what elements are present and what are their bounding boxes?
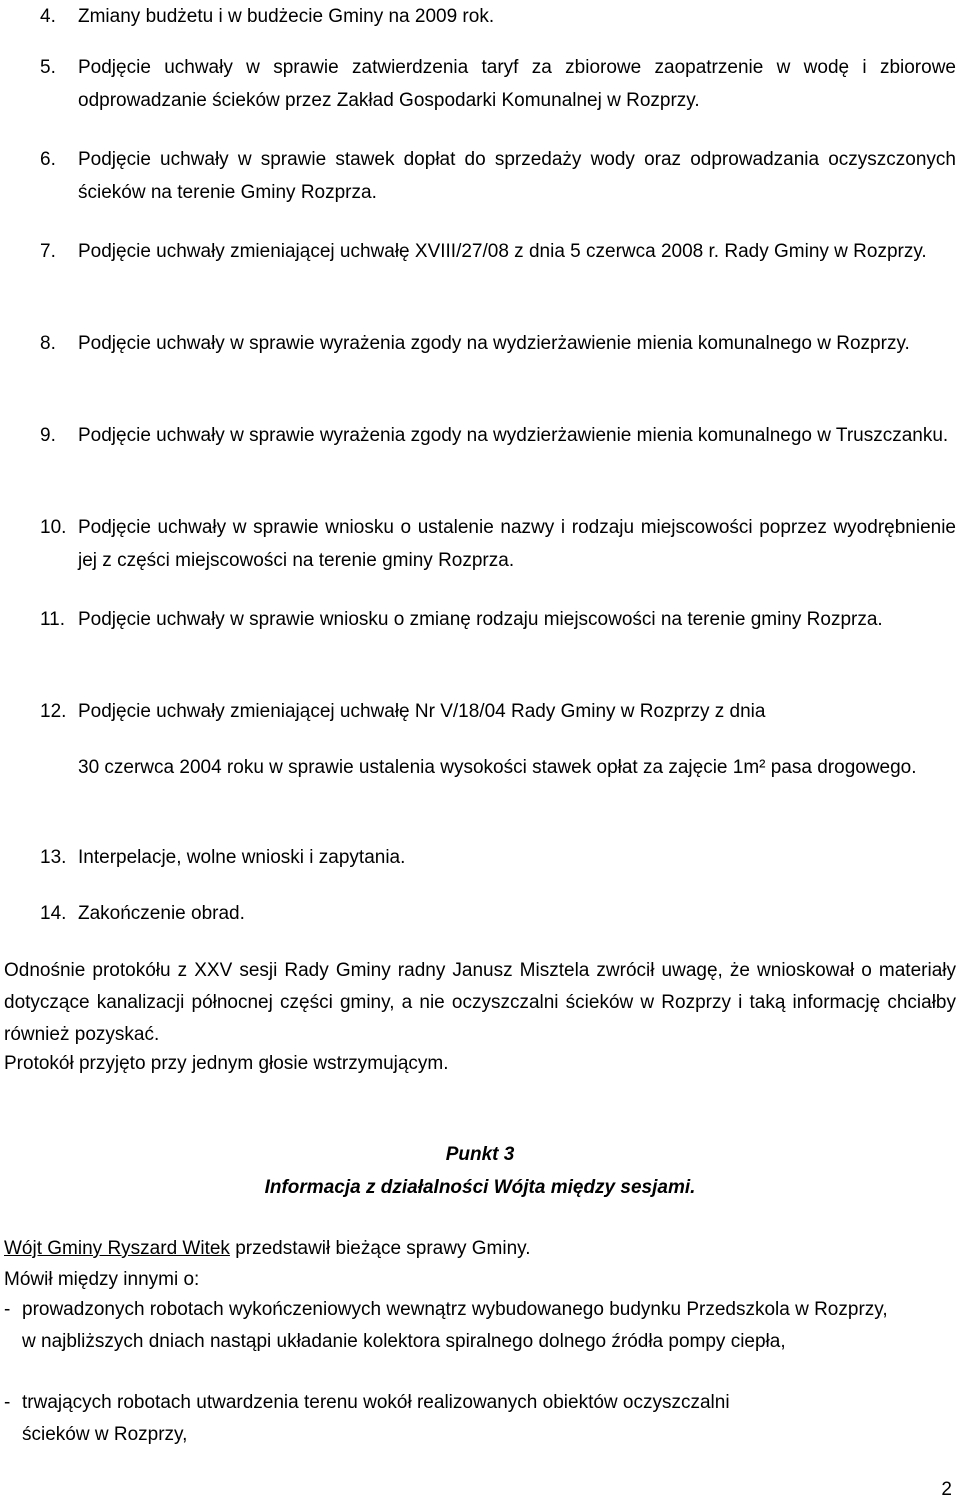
- report-intro-text: przedstawił bieżące sprawy Gminy.: [229, 1238, 531, 1259]
- agenda-item-10: [40, 511, 956, 577]
- agenda-item-7: [40, 235, 956, 268]
- agenda-text: Podjęcie uchwały w sprawie stawek dopłat do sprzedaży wody oraz odprowadzania oczyszczonych ścieków na terenie Gminy Rozprza.: [78, 149, 956, 203]
- report-bullet: [4, 1294, 956, 1358]
- agenda-text: Podjęcie uchwały w sprawie wyrażenia zgody na wydzierżawienie mienia komunalnego w Rozprzy.: [78, 333, 910, 354]
- agenda-item-11: [40, 603, 956, 636]
- agenda-item-14: [40, 897, 956, 930]
- agenda-text: Podjęcie uchwały zmieniającej uchwałę XVIII/27/08 z dnia 5 czerwca 2008 r. Rady Gminy w Rozprzy.: [78, 241, 927, 262]
- section-title: Punkt 3: [445, 1144, 515, 1165]
- agenda-item-8: [40, 327, 956, 360]
- report-intro: [4, 1233, 956, 1265]
- agenda-text-continuation: 30 czerwca 2004 roku w sprawie ustalenia wysokości stawek opłat za zajęcie 1m² pasa drogowego.: [78, 757, 917, 778]
- remark-paragraph: Odnośnie protokółu z XXV sesji Rady Gminy radny Janusz Misztela zwrócił uwagę, że wnioskował o materiały dotyczące kanalizacji północnej części gminy, a nie oczyszczalni ścieków w Rozprzy i taką informację chciałby również pozyskać.: [4, 960, 956, 1045]
- agenda-item-4: [40, 0, 956, 33]
- agenda-number: 10.: [40, 517, 67, 538]
- bullet-dash: -: [4, 1299, 11, 1320]
- agenda-text: Zmiany budżetu i w budżecie Gminy na 2009 rok.: [78, 6, 495, 27]
- report-bullet: [4, 1387, 956, 1451]
- agenda-item-6: [40, 143, 956, 209]
- agenda-item-12: [40, 695, 956, 728]
- agenda-number: 9.: [40, 425, 56, 446]
- agenda-item-13: [40, 841, 956, 874]
- protocol-paragraph: Protokół przyjęto przy jednym głosie wstrzymującym.: [4, 1053, 449, 1074]
- agenda-text: Podjęcie uchwały w sprawie wniosku o zmianę rodzaju miejscowości na terenie gminy Rozprza.: [78, 609, 883, 630]
- agenda-number: 8.: [40, 333, 56, 354]
- bullet-text: trwających robotach utwardzenia terenu wokół realizowanych obiektów oczyszczalni ścieków w Rozprzy,: [22, 1392, 730, 1445]
- agenda-number: 14.: [40, 903, 67, 924]
- report-lead: Mówił między innymi o:: [4, 1269, 200, 1290]
- agenda-text: Podjęcie uchwały w sprawie wniosku o ustalenie nazwy i rodzaju miejscowości poprzez wyodrębnienie jej z części miejscowości na terenie gminy Rozprza.: [78, 517, 956, 571]
- agenda-number: 7.: [40, 241, 56, 262]
- agenda-text: Zakończenie obrad.: [78, 903, 245, 924]
- agenda-item-12-continuation: [40, 751, 956, 784]
- agenda-number: 5.: [40, 57, 56, 78]
- agenda-text: Podjęcie uchwały w sprawie zatwierdzenia taryf za zbiorowe zaopatrzenie w wodę i zbiorowe odprowadzanie ścieków przez Zakład Gospodarki Komunalnej w Rozprzy.: [78, 57, 956, 111]
- agenda-item-5: [40, 51, 956, 117]
- agenda-text: Interpelacje, wolne wnioski i zapytania.: [78, 847, 406, 868]
- agenda-number: 6.: [40, 149, 56, 170]
- agenda-item-9: [40, 419, 956, 452]
- agenda-text: Podjęcie uchwały w sprawie wyrażenia zgody na wydzierżawienie mienia komunalnego w Truszczanku.: [78, 425, 949, 446]
- section-subtitle: Informacja z działalności Wójta między sesjami.: [264, 1177, 696, 1198]
- agenda-number: 13.: [40, 847, 67, 868]
- speaker-name: Wójt Gminy Ryszard Witek: [4, 1238, 230, 1259]
- agenda-number: 12.: [40, 701, 67, 722]
- agenda-number: 4.: [40, 6, 56, 27]
- agenda-text: Podjęcie uchwały zmieniającej uchwałę Nr V/18/04 Rady Gminy w Rozprzy z dnia: [78, 701, 766, 722]
- bullet-dash: -: [4, 1392, 11, 1413]
- agenda-number: 11.: [40, 609, 66, 630]
- page-number: 2: [941, 1479, 952, 1500]
- bullet-text: prowadzonych robotach wykończeniowych wewnątrz wybudowanego budynku Przedszkola w Rozprzy, w najbliższych dniach nastąpi układanie kolektora spiralnego dolnego źródła pompy ciepła,: [22, 1299, 888, 1352]
